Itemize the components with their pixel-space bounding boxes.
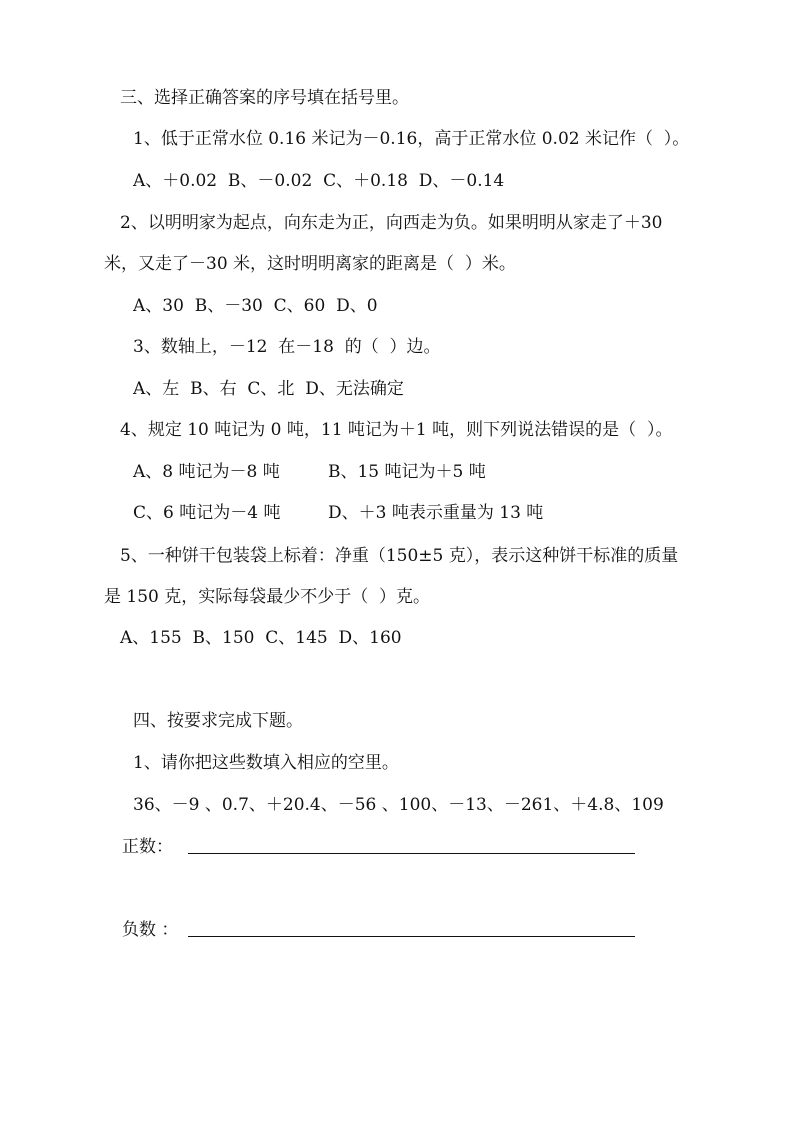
positive-numbers-answer-line[interactable] bbox=[188, 853, 635, 854]
question-1-options: A、＋0.02 B、－0.02 C、＋0.18 D、－0.14 bbox=[133, 171, 505, 191]
question-4-option-b: B、15 吨记为＋5 吨 bbox=[328, 462, 486, 482]
question-4-option-d: D、＋3 吨表示重量为 13 吨 bbox=[328, 503, 544, 523]
section-4-heading: 四、按要求完成下题。 bbox=[133, 711, 303, 731]
section-4-question-1-text: 1、请你把这些数填入相应的空里。 bbox=[133, 753, 399, 773]
section-3-heading: 三、选择正确答案的序号填在括号里。 bbox=[120, 88, 409, 108]
negative-numbers-answer-line[interactable] bbox=[188, 936, 635, 937]
negative-numbers-label: 负数 ： bbox=[122, 920, 179, 940]
number-list: 36、－9 、0.7、＋20.4、－56 、100、－13、－261、＋4.8、109 bbox=[133, 795, 664, 815]
question-5-options: A、155 B、150 C、145 D、160 bbox=[120, 628, 402, 648]
question-5-text-line-1: 5、一种饼干包装袋上标着：净重（150±5 克），表示这种饼干标准的质量 bbox=[120, 546, 679, 566]
question-1-text: 1、低于正常水位 0.16 米记为－0.16，高于正常水位 0.02 米记作（ ）。 bbox=[133, 129, 690, 149]
question-4-option-a: A、8 吨记为－8 吨 bbox=[133, 462, 280, 482]
question-3-text: 3、数轴上，－12 在－18 的（ ）边。 bbox=[133, 337, 441, 357]
positive-numbers-label: 正数： bbox=[122, 837, 173, 857]
question-2-options: A、30 B、－30 C、60 D、0 bbox=[133, 296, 378, 316]
question-4-text: 4、规定 10 吨记为 0 吨，11 吨记为＋1 吨，则下列说法错误的是（ ）。 bbox=[120, 420, 673, 440]
question-4-option-c: C、6 吨记为－4 吨 bbox=[133, 503, 281, 523]
question-2-text-line-1: 2、以明明家为起点，向东走为正，向西走为负。如果明明从家走了＋30 bbox=[120, 213, 663, 233]
question-5-text-line-2: 是 150 克，实际每袋最少不少于（ ）克。 bbox=[104, 587, 431, 607]
question-2-text-line-2: 米，又走了－30 米，这时明明离家的距离是（ ）米。 bbox=[104, 254, 516, 274]
question-3-options: A、左 B、右 C、北 D、无法确定 bbox=[133, 379, 404, 399]
